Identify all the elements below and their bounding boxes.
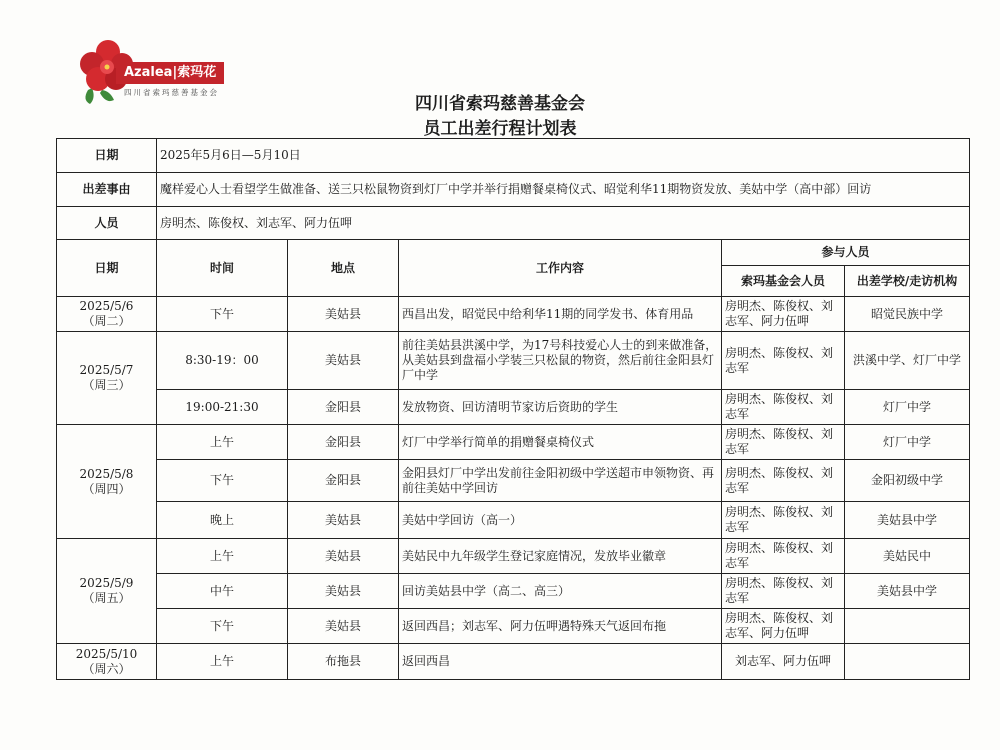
col-header-foundation-staff: 索玛基金会人员 — [722, 266, 845, 297]
staff-cell: 房明杰、陈俊权、刘志军、阿力伍呷 — [722, 297, 845, 332]
staff-label: 人员 — [57, 207, 157, 240]
staff-cell: 房明杰、陈俊权、刘志军 — [722, 332, 845, 390]
time-cell: 晚上 — [157, 502, 288, 539]
time-cell: 上午 — [157, 539, 288, 574]
staff-cell: 刘志军、阿力伍呷 — [722, 644, 845, 680]
school-cell: 美姑县中学 — [845, 502, 970, 539]
day-date-cell: 2025/5/10 （周六） — [57, 644, 157, 680]
staff-cell: 房明杰、陈俊权、刘志军 — [722, 460, 845, 502]
work-cell: 前往美姑县洪溪中学，为17号科技爱心人士的到来做准备，从美姑县到盘福小学装三只松鼠的物资，然后前往金阳县灯厂中学 — [399, 332, 722, 390]
date-label: 日期 — [57, 139, 157, 173]
work-cell: 返回西昌；刘志军、阿力伍呷遇特殊天气返回布拖 — [399, 609, 722, 644]
info-row-date — [57, 139, 970, 173]
work-cell: 回访美姑县中学（高二、高三） — [399, 574, 722, 609]
work-cell: 金阳县灯厂中学出发前往金阳初级中学送超市申领物资、再前往美姑中学回访 — [399, 460, 722, 502]
col-header-participants: 参与人员 — [722, 240, 970, 266]
work-cell: 美姑中学回访（高一） — [399, 502, 722, 539]
work-cell: 发放物资、回访清明节家访后资助的学生 — [399, 390, 722, 425]
school-cell: 灯厂中学 — [845, 425, 970, 460]
col-header-place: 地点 — [288, 240, 399, 297]
time-cell: 19:00-21:30 — [157, 390, 288, 425]
work-cell: 美姑民中九年级学生登记家庭情况，发放毕业徽章 — [399, 539, 722, 574]
logo-subtitle: 四川省索玛慈善基金会 — [124, 88, 219, 97]
table-row — [57, 297, 970, 332]
staff-cell: 房明杰、陈俊权、刘志军 — [722, 502, 845, 539]
staff-value: 房明杰、陈俊权、刘志军、阿力伍呷 — [157, 207, 970, 240]
day-date-cell: 2025/5/9 （周五） — [57, 539, 157, 644]
school-cell: 美姑民中 — [845, 539, 970, 574]
col-header-school: 出差学校/走访机构 — [845, 266, 970, 297]
school-cell: 昭觉民族中学 — [845, 297, 970, 332]
staff-cell: 房明杰、陈俊权、刘志军、阿力伍呷 — [722, 609, 845, 644]
school-cell: 美姑县中学 — [845, 574, 970, 609]
staff-cell: 房明杰、陈俊权、刘志军 — [722, 539, 845, 574]
school-cell — [845, 644, 970, 680]
place-cell: 美姑县 — [288, 297, 399, 332]
place-cell: 美姑县 — [288, 332, 399, 390]
time-cell: 下午 — [157, 460, 288, 502]
work-cell: 灯厂中学举行简单的捐赠餐桌椅仪式 — [399, 425, 722, 460]
place-cell: 金阳县 — [288, 390, 399, 425]
header-row-1 — [57, 240, 970, 266]
info-row-staff — [57, 207, 970, 240]
time-cell: 下午 — [157, 609, 288, 644]
table-row — [57, 502, 970, 539]
table-row — [57, 425, 970, 460]
day-date-cell: 2025/5/8 （周四） — [57, 425, 157, 539]
school-cell — [845, 609, 970, 644]
info-row-reason — [57, 173, 970, 207]
table-row — [57, 644, 970, 680]
table-row — [57, 574, 970, 609]
time-cell: 上午 — [157, 425, 288, 460]
place-cell: 美姑县 — [288, 609, 399, 644]
col-header-work: 工作内容 — [399, 240, 722, 297]
table-row — [57, 460, 970, 502]
time-cell: 下午 — [157, 297, 288, 332]
day-date-cell: 2025/5/7 （周三） — [57, 332, 157, 425]
col-header-time: 时间 — [157, 240, 288, 297]
staff-cell: 房明杰、陈俊权、刘志军 — [722, 390, 845, 425]
date-range-value: 2025年5月6日—5月10日 — [157, 139, 970, 173]
col-header-date: 日期 — [57, 240, 157, 297]
document-title: 四川省索玛慈善基金会 — [415, 94, 585, 114]
table-row — [57, 609, 970, 644]
place-cell: 美姑县 — [288, 539, 399, 574]
table-row — [57, 332, 970, 390]
school-cell: 洪溪中学、灯厂中学 — [845, 332, 970, 390]
place-cell: 金阳县 — [288, 460, 399, 502]
work-cell: 返回西昌 — [399, 644, 722, 680]
staff-cell: 房明杰、陈俊权、刘志军 — [722, 574, 845, 609]
table-row — [57, 539, 970, 574]
time-cell: 8:30-19：00 — [157, 332, 288, 390]
itinerary-table — [56, 138, 970, 680]
place-cell: 金阳县 — [288, 425, 399, 460]
school-cell: 灯厂中学 — [845, 390, 970, 425]
logo-brand-text: Azalea|索玛花 — [116, 62, 224, 84]
work-cell: 西昌出发，昭觉民中给利华11期的同学发书、体育用品 — [399, 297, 722, 332]
place-cell: 美姑县 — [288, 574, 399, 609]
reason-value: 魔样爱心人士看望学生做准备、送三只松鼠物资到灯厂中学并举行捐赠餐桌椅仪式、昭觉利华11期物资发放、美姑中学（高中部）回访 — [157, 173, 970, 207]
school-cell: 金阳初级中学 — [845, 460, 970, 502]
day-date-cell: 2025/5/6 （周二） — [57, 297, 157, 332]
reason-label: 出差事由 — [57, 173, 157, 207]
table-row — [57, 390, 970, 425]
time-cell: 上午 — [157, 644, 288, 680]
staff-cell: 房明杰、陈俊权、刘志军 — [722, 425, 845, 460]
document-subtitle: 员工出差行程计划表 — [423, 119, 577, 139]
place-cell: 布拖县 — [288, 644, 399, 680]
place-cell: 美姑县 — [288, 502, 399, 539]
time-cell: 中午 — [157, 574, 288, 609]
